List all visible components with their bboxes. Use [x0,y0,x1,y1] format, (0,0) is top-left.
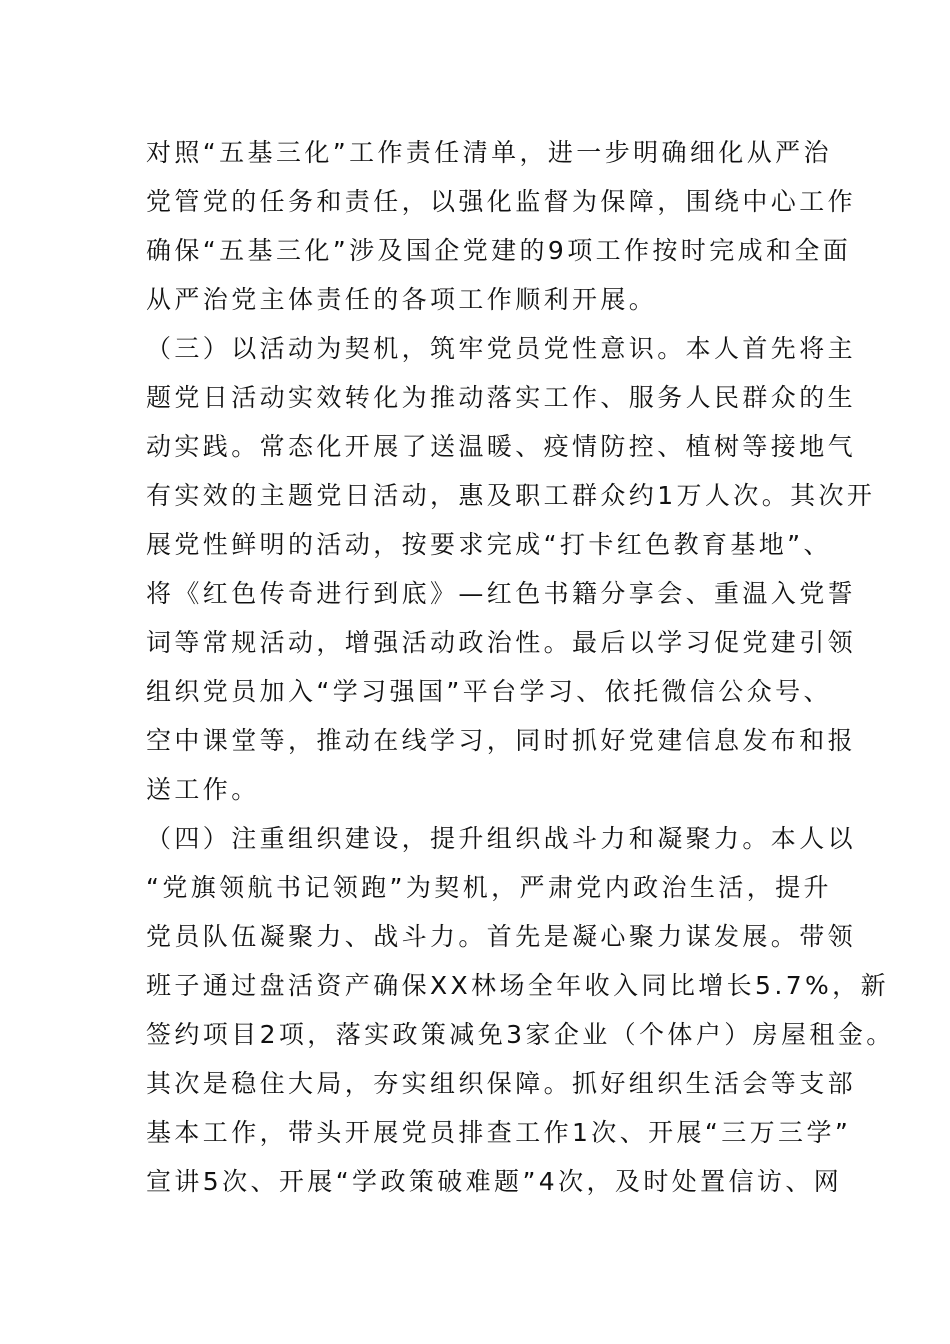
text-line: 从严治党主体责任的各项工作顺利开展。 [146,285,658,314]
text-line: 宣讲5次、开展“学政策破难题”4次，及时处置信访、网 [146,1167,843,1196]
text-line: 动实践。常态化开展了送温暖、疫情防控、植树等接地气 [146,432,857,461]
text-line: 党员队伍凝聚力、战斗力。首先是凝心聚力谋发展。带领 [146,922,857,951]
text-line: 班子通过盘活资产确保XX林场全年收入同比增长5.7%，新 [146,971,889,1000]
text-line: 空中课堂等，推动在线学习，同时抓好党建信息发布和报 [146,726,857,755]
text-line: 送工作。 [146,775,260,804]
text-line: 有实效的主题党日活动，惠及职工群众约1万人次。其次开 [146,481,876,510]
text-line: 确保“五基三化”涉及国企党建的9项工作按时完成和全面 [146,236,852,265]
text-line: 基本工作，带头开展党员排查工作1次、开展“三万三学” [146,1118,852,1147]
section-heading-line: （四）注重组织建设，提升组织战斗力和凝聚力。本人以 [146,824,857,853]
text-line: 组织党员加入“学习强国”平台学习、依托微信公众号、 [146,677,832,706]
text-line: 题党日活动实效转化为推动落实工作、服务人民群众的生 [146,383,857,412]
text-line: 党管党的任务和责任，以强化监督为保障，围绕中心工作 [146,187,857,216]
text-line: 对照“五基三化”工作责任清单，进一步明确细化从严治 [146,138,832,167]
body-text [146,128,895,1206]
text-line: 其次是稳住大局，夯实组织保障。抓好组织生活会等支部 [146,1069,857,1098]
text-line: 签约项目2项，落实政策减免3家企业（个体户）房屋租金。 [146,1020,895,1049]
text-line: “党旗领航书记领跑”为契机，严肃党内政治生活，提升 [146,873,832,902]
text-line: 将《红色传奇进行到底》—红色书籍分享会、重温入党誓 [146,579,857,608]
text-line: 展党性鲜明的活动，按要求完成“打卡红色教育基地”、 [146,530,832,559]
section-heading-line: （三）以活动为契机，筑牢党员党性意识。本人首先将主 [146,334,857,363]
text-line: 词等常规活动，增强活动政治性。最后以学习促党建引领 [146,628,857,657]
